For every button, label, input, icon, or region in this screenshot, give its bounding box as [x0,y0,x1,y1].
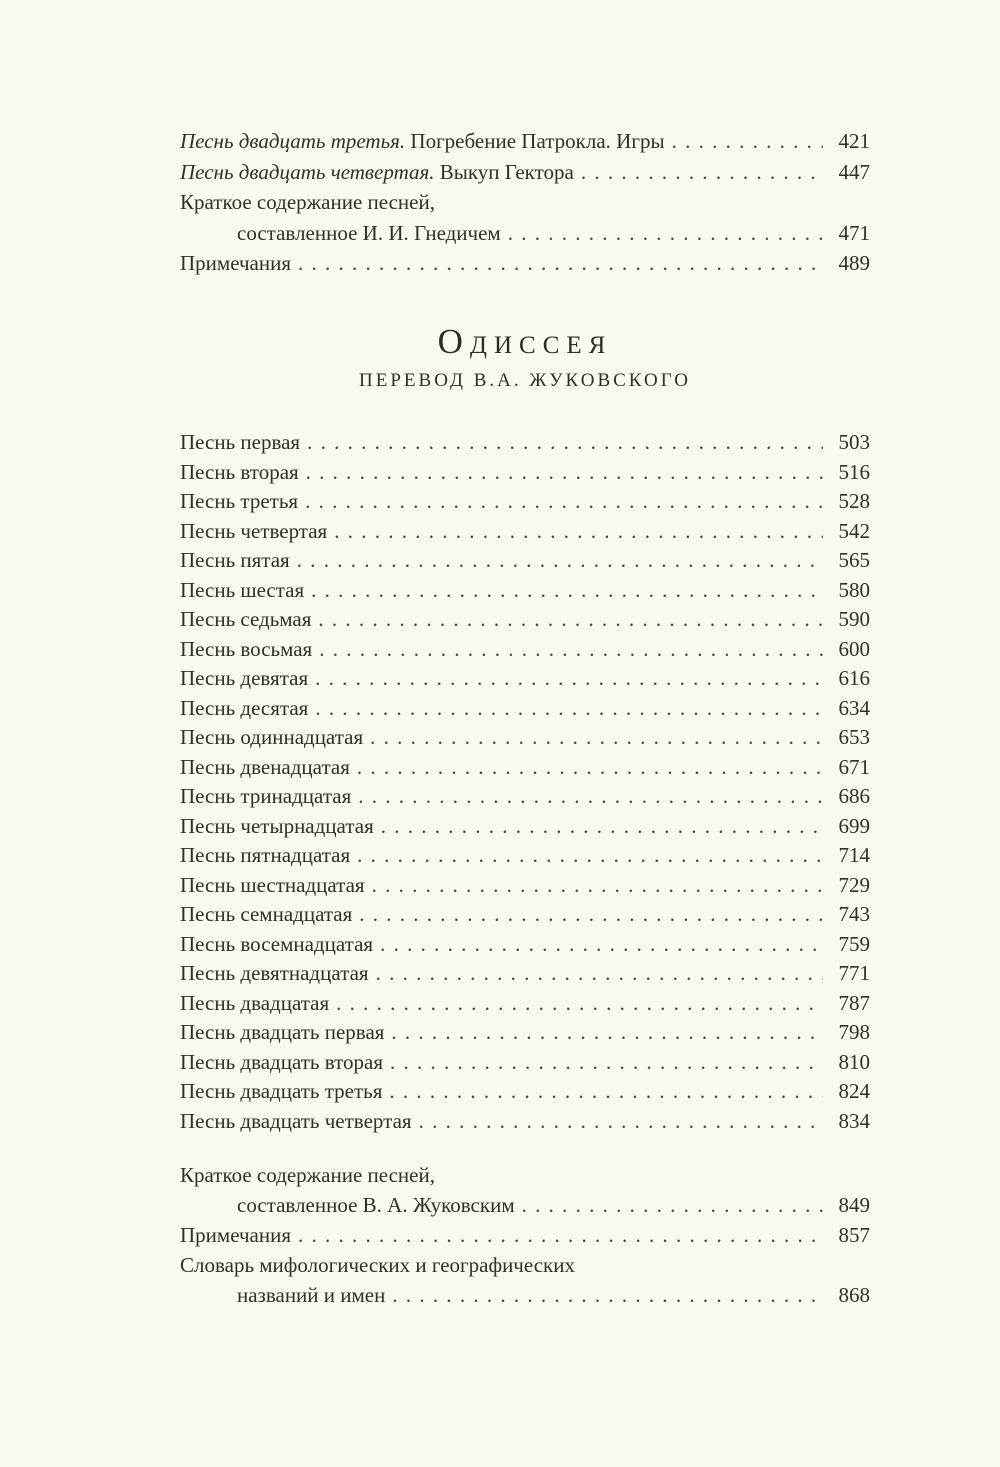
dot-leader [306,458,823,488]
toc-row [180,157,870,188]
entry-page: 516 [838,459,870,484]
dot-leader [358,782,823,812]
entry-page: 787 [838,990,870,1015]
toc-row [180,1048,870,1078]
toc-row [180,871,870,901]
toc-row [180,959,870,989]
entry-title: Словарь мифологических и географических [180,1253,575,1277]
entry-title: Песнь тринадцатая [180,784,352,808]
entry-page: 489 [838,251,870,275]
dot-leader [298,248,823,279]
entry-title: Песнь девятая [180,666,309,690]
entry-title: названий и имен [237,1283,386,1307]
toc-row-wrap-line1 [180,1250,870,1280]
entry-title: Песнь четырнадцатая [180,813,374,838]
toc-row [180,517,870,547]
toc-row [180,753,870,783]
section-heading [180,323,870,393]
entry-title: Песнь двадцать третья [180,1079,383,1103]
dot-leader [522,1190,823,1220]
toc-row [180,126,870,157]
dot-leader [315,664,823,694]
entry-title: составленное В. А. Жуковским [237,1193,515,1217]
entry-page: 798 [838,1020,870,1044]
entry-title: Песнь шестая [180,577,305,602]
dot-leader [391,1018,822,1048]
entry-title: Песнь десятая [180,695,309,720]
entry-title: Песнь четвертая [180,518,328,543]
toc-row [180,576,870,606]
dot-leader [372,871,823,901]
entry-title: Краткое содержание песней, [180,1163,435,1187]
entry-page: 759 [838,931,870,956]
entry-page: 699 [838,813,870,838]
entry-page: 421 [838,129,870,153]
toc-row [180,1018,870,1048]
entry-title: составленное И. И. Гнедичем [237,220,501,245]
entry-page: 503 [838,430,870,454]
entry-title: Песнь пятая [180,548,290,572]
toc-row [180,989,870,1019]
entry-title-rest: Погребение Патрокла. Игры [405,129,665,153]
entry-page: 616 [838,666,870,690]
entry-page: 824 [838,1079,870,1103]
dot-leader [380,930,823,960]
toc-row [180,635,870,665]
dot-leader [311,576,823,606]
entry-page: 686 [838,784,870,808]
entry-page: 447 [838,159,870,184]
toc-row-wrap-line1 [180,187,870,218]
dot-leader [419,1107,823,1137]
dot-leader [305,487,823,517]
dot-leader [357,753,823,783]
dot-leader [334,517,823,547]
entry-title: Песнь семнадцатая [180,902,353,926]
entry-page: 714 [838,843,870,867]
entry-title: Песнь двадцать четвертая [180,1108,412,1133]
dot-leader [389,1077,822,1107]
entry-page: 729 [838,872,870,897]
section-subtitle: ПЕРЕВОД В.А. ЖУКОВСКОГО [359,370,691,391]
toc-row [180,900,870,930]
entry-title-rest: Выкуп Гектора [434,159,574,184]
toc-row [180,694,870,724]
entry-title: Краткое содержание песней, [180,190,435,214]
toc-odyssey-chapters [180,428,870,1136]
toc-row [180,1077,870,1107]
dot-leader [581,157,823,188]
dot-leader [297,546,823,576]
entry-page: 849 [838,1193,870,1217]
entry-title: Песнь девятнадцатая [180,961,369,985]
toc-iliad-tail [180,126,870,279]
dot-leader [298,1220,823,1250]
entry-page: 542 [838,518,870,543]
entry-title: Песнь двенадцатая [180,754,350,779]
toc-row [180,458,870,488]
toc-row [180,546,870,576]
dot-leader [392,1280,823,1310]
entry-title: Песнь восьмая [180,636,313,661]
dot-leader [318,605,823,635]
toc-row [180,605,870,635]
entry-page: 857 [838,1223,870,1247]
toc-row [180,487,870,517]
entry-title: Примечания [180,251,292,275]
entry-page: 634 [838,695,870,720]
entry-page: 600 [838,636,870,661]
dot-leader [359,900,823,930]
section-title: Одиссея [437,321,613,361]
entry-page: 580 [838,577,870,602]
toc-row-wrap-line2 [180,1280,870,1310]
entry-page: 565 [838,548,870,572]
dot-leader [336,989,823,1019]
entry-title: Песнь восемнадцатая [180,931,374,956]
toc-row [180,930,870,960]
entry-title-italic: Песнь двадцать четвертая. [180,159,435,184]
entry-title: Песнь двадцать первая [180,1020,385,1044]
entry-title: Песнь вторая [180,459,299,484]
entry-title: Примечания [180,1223,292,1247]
toc-row [180,664,870,694]
entry-page: 743 [838,902,870,926]
entry-page: 868 [838,1283,870,1307]
dot-leader [370,723,823,753]
toc-row [180,1220,870,1250]
dot-leader [672,126,823,157]
toc-row [180,248,870,279]
dot-leader [319,635,823,665]
entry-page: 771 [838,961,870,985]
toc-row [180,841,870,871]
dot-leader [381,812,823,842]
dot-leader [357,841,823,871]
entry-page: 590 [838,607,870,631]
entry-title: Песнь пятнадцатая [180,843,351,867]
toc-row [180,723,870,753]
entry-title: Песнь третья [180,489,299,513]
entry-title: Песнь шестнадцатая [180,872,365,897]
dot-leader [390,1048,823,1078]
entry-title: Песнь двадцать вторая [180,1049,384,1074]
toc-odyssey-backmatter [180,1160,870,1310]
toc-row-wrap-line2 [180,1190,870,1220]
toc-row-wrap-line2 [180,218,870,249]
entry-page: 653 [838,725,870,749]
entry-title-italic: Песнь двадцать третья. [180,129,406,153]
entry-title: Песнь седьмая [180,607,312,631]
toc-row [180,428,870,458]
entry-title: Песнь первая [180,430,301,454]
entry-page: 834 [838,1108,870,1133]
dot-leader [508,218,823,249]
toc-row-wrap-line1 [180,1160,870,1190]
toc-row [180,782,870,812]
dot-leader [376,959,823,989]
entry-title: Песнь двадцатая [180,990,330,1015]
entry-page: 471 [838,220,870,245]
dot-leader [315,694,823,724]
toc-row [180,1107,870,1137]
entry-page: 528 [838,489,870,513]
entry-title: Песнь одиннадцатая [180,725,364,749]
toc-row [180,812,870,842]
entry-page: 671 [838,754,870,779]
dot-leader [307,428,823,458]
entry-page: 810 [838,1049,870,1074]
